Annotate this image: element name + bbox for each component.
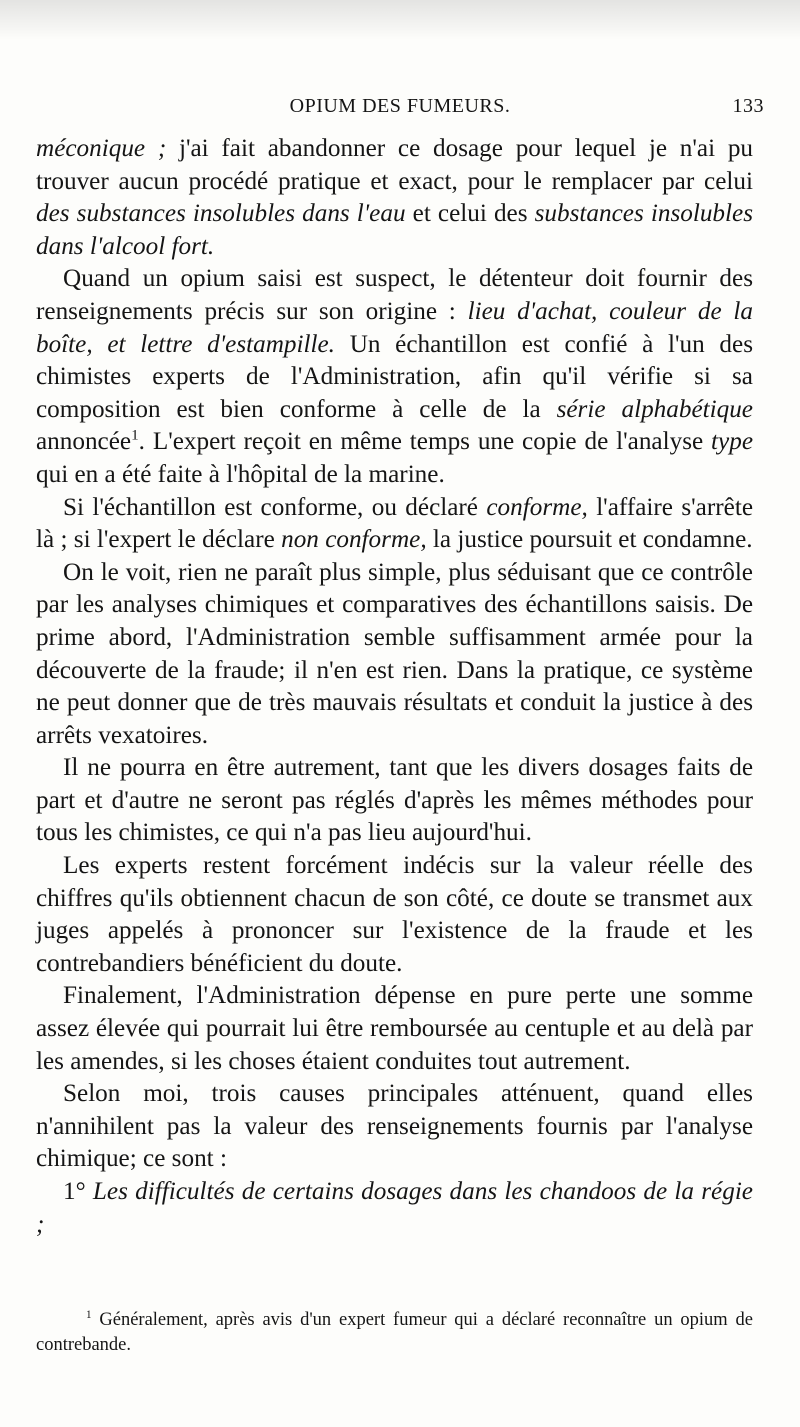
body-text <box>36 133 753 1241</box>
italic-run: substances insolubles dans l'alcool fort. <box>36 200 754 260</box>
paragraph <box>36 1176 753 1241</box>
italic-run: Les difficultés de certains dosages dans les chandoos de la régie ; <box>36 1178 753 1238</box>
running-title: OPIUM DES FUMEURS. <box>289 95 511 117</box>
footnote-body: Généralement, après avis d'un expert fumeur qui a déclaré reconnaître un opium de contrebande. <box>36 1310 753 1355</box>
paragraph <box>36 752 753 850</box>
paragraph <box>36 263 753 491</box>
text-run: Finalement, l'Administration dépense en pure perte une somme assez élevée qui pourrait lui être remboursée au centuple et au delà par les amendes, si les choses étaient conduites tout autrement. <box>36 982 753 1075</box>
text-run: l'affaire s'arrête là ; si l'expert le déclare <box>36 493 753 554</box>
footnote-mark: 1 <box>86 1308 92 1321</box>
italic-run: type <box>711 428 753 456</box>
italic-run: conforme, <box>486 493 588 521</box>
text-run: Si l'échantillon est conforme, ou déclaré <box>63 493 487 521</box>
footnote-ref: 1 <box>131 427 139 444</box>
paragraph <box>36 1078 753 1176</box>
italic-run: lieu d'achat, couleur de la boîte, et lettre d'estampille. <box>36 297 753 358</box>
text-run: On le voit, rien ne paraît plus simple, plus séduisant que ce contrôle par les analyses chimiques et comparatives des échantillons saisis. De prime abord, l'Administration semble suffisamment armée pour la découverte de la fraude; il n'en est rien. Dans la pratique, ce système ne peut donner que de très mauvais résultats et conduit la justice à des arrêts vexatoires. <box>36 558 753 749</box>
paragraph <box>36 850 753 980</box>
text-run: . L'expert reçoit en même temps une copie de l'analyse <box>138 428 712 456</box>
italic-run: méconique ; <box>36 135 167 162</box>
page-number: 133 <box>732 95 764 117</box>
paragraph <box>36 492 753 557</box>
text-run: Les experts restent forcément indécis sur la valeur réelle des chiffres qu'ils obtiennent chacun de son côté, ce doute se transmet aux juges appelés à prononcer sur l'existence de la fraude et les contrebandiers bénéficient du doute. <box>36 852 753 977</box>
text-run: la justice poursuit et condamne. <box>426 526 753 554</box>
text-run: annoncée <box>36 428 132 456</box>
text-run: Selon moi, trois causes principales atténuent, quand elles n'annihilent pas la valeur des renseignements fournis par l'analyse chimique; ce sont : <box>36 1080 753 1173</box>
text-run: qui en a été faite à l'hôpital de la marine. <box>36 460 445 488</box>
text-run: Quand un opium saisi est suspect, le détenteur doit fournir des renseignements précis sur son origine : <box>36 265 753 325</box>
text-run: Il ne pourra en être autrement, tant que les divers dosages faits de part et d'autre ne seront pas réglés d'après les mêmes méthodes pour tous les chimistes, ce qui n'a pas lieu aujourd'hui. <box>36 754 753 847</box>
paragraph <box>36 133 753 263</box>
text-run: 1° <box>63 1178 93 1205</box>
paragraph <box>36 980 753 1078</box>
italic-run: série alphabétique <box>556 395 753 423</box>
text-run: j'ai fait abandonner ce dosage pour lequel je n'ai pu trouver aucun procédé pratique et exact, pour le remplacer par celui <box>36 135 754 195</box>
running-header <box>36 95 764 125</box>
text-run: Un échantillon est confié à l'un des chimistes experts de l'Administration, afin qu'il vérifie si sa composition est bien conforme à celle de la <box>36 330 753 423</box>
italic-run: des substances insolubles dans l'eau <box>36 200 406 228</box>
footnote-text <box>36 1308 753 1358</box>
scan-shadow <box>0 0 800 40</box>
text-run: et celui des <box>405 200 535 228</box>
paragraph <box>36 557 753 753</box>
footnote <box>36 1308 753 1358</box>
italic-run: non conforme, <box>281 526 427 554</box>
